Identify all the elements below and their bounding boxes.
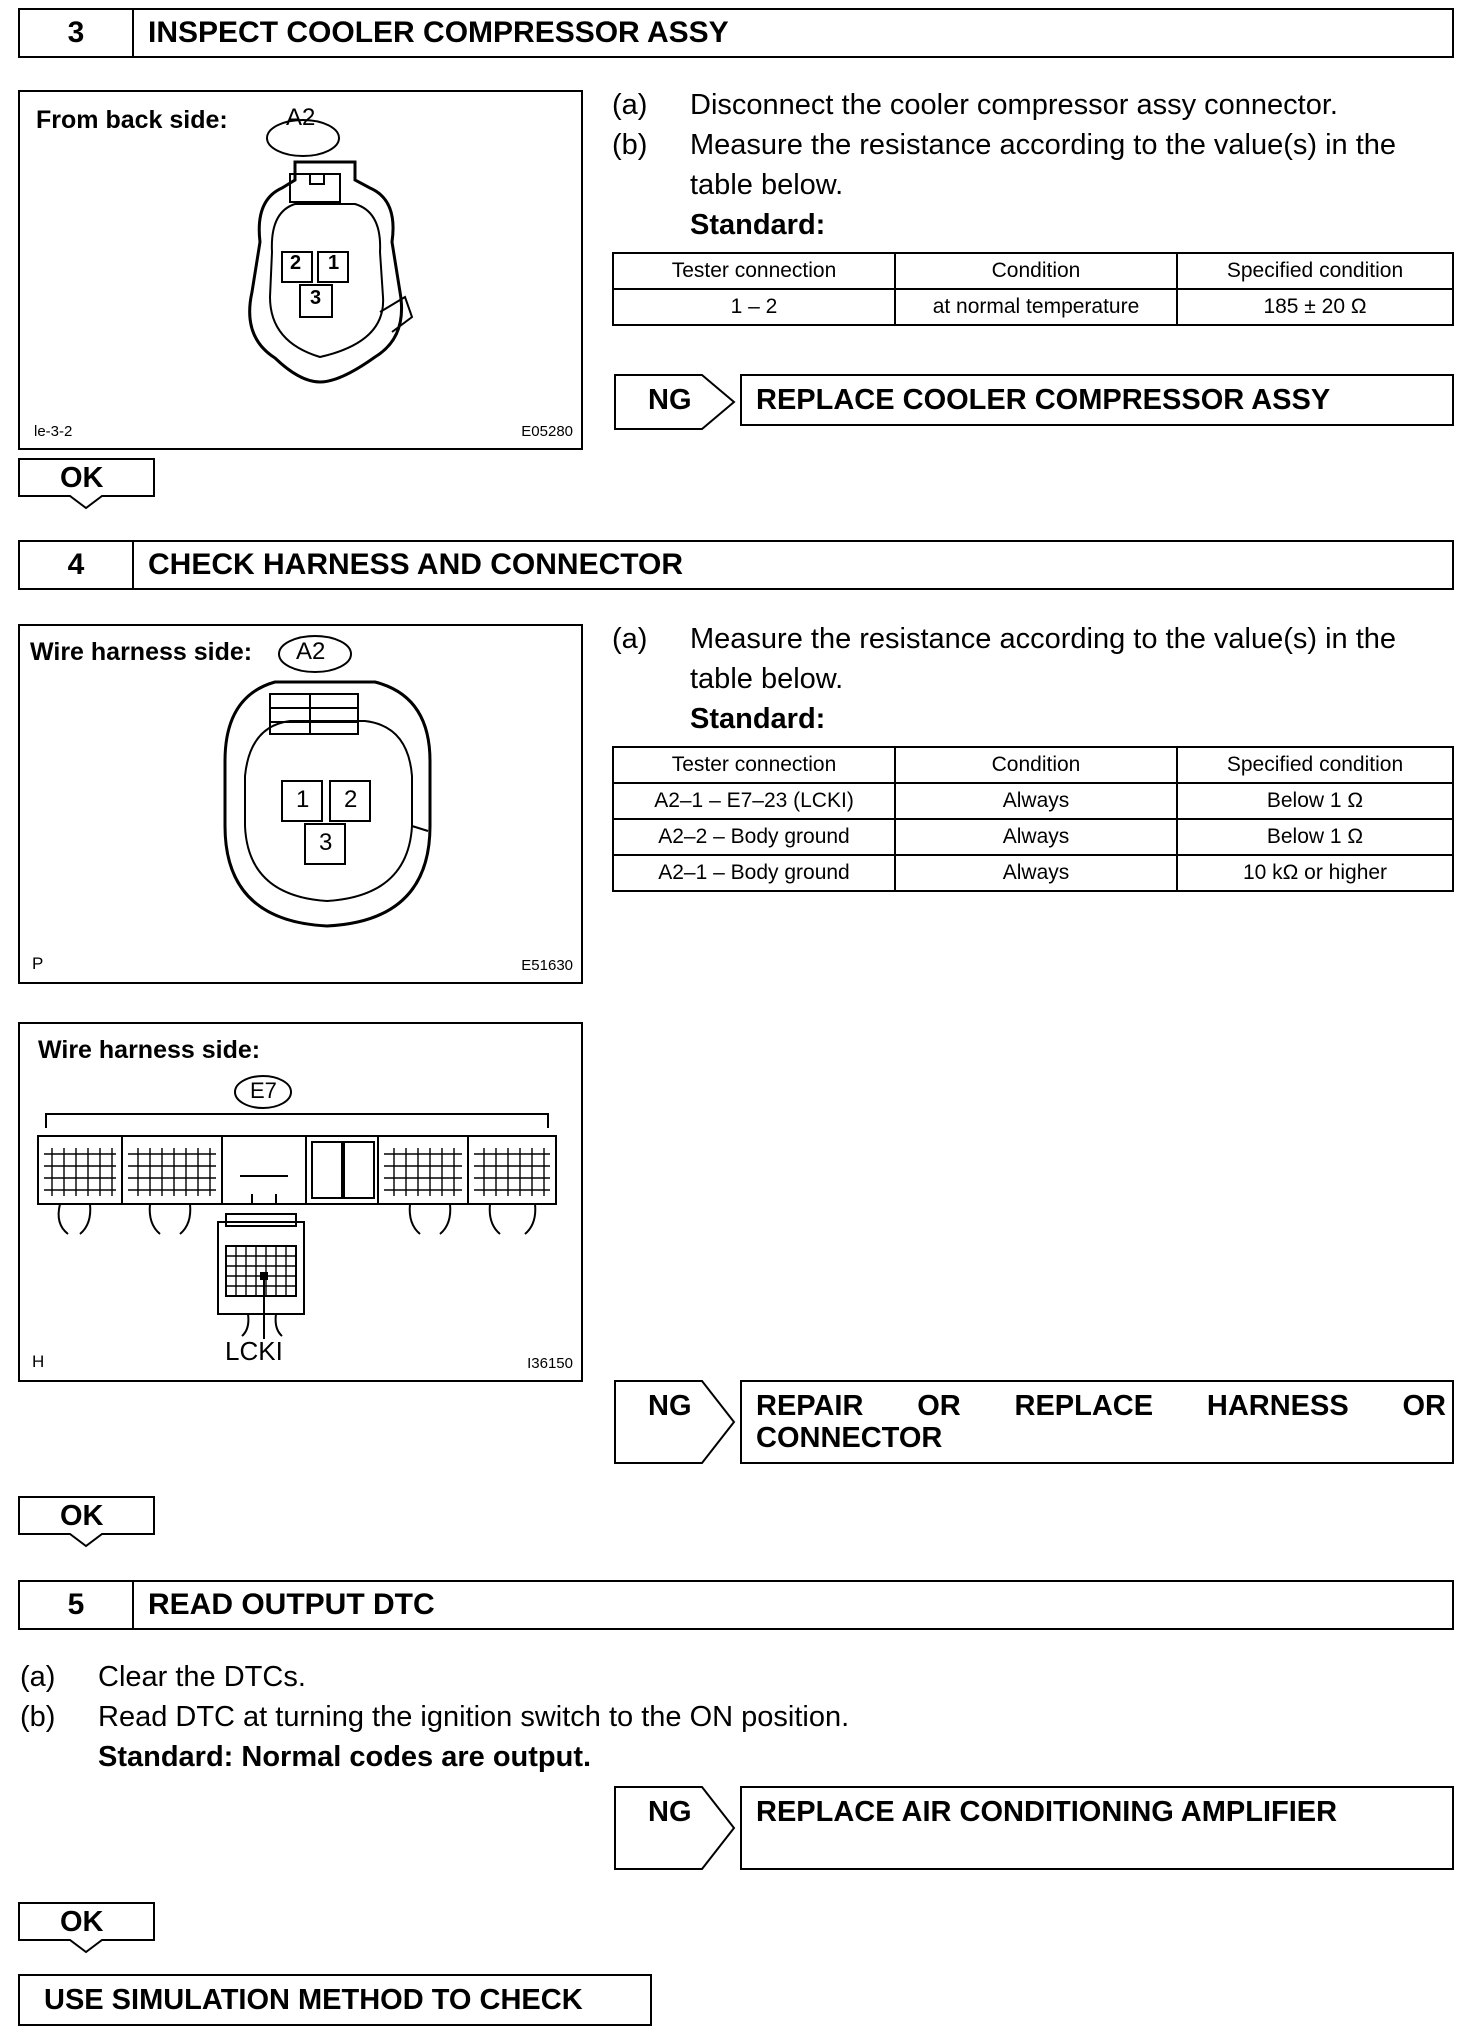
final-action-box: [18, 1974, 652, 2026]
ok-label: OK: [60, 462, 104, 494]
table-cell: Below 1 Ω: [1177, 783, 1453, 819]
figure-code: E05280: [521, 423, 573, 440]
table-header-row: [613, 253, 1453, 289]
pin-1: 1: [328, 252, 340, 274]
table-cell: Always: [895, 855, 1177, 891]
table-cell: at normal temperature: [895, 289, 1177, 325]
standard-label: Standard:: [690, 209, 826, 241]
table-row: [613, 855, 1453, 891]
pin-2: 2: [290, 252, 302, 274]
ng-action-box: [740, 374, 1454, 426]
figure-caption: From back side:: [36, 106, 228, 134]
pin-2: 2: [344, 786, 358, 813]
table-header-row: [613, 747, 1453, 783]
step-number: 4: [20, 542, 134, 588]
connector-label: A2: [286, 104, 316, 131]
header-cell: Condition: [895, 253, 1177, 289]
figure-a2-harness-side: [18, 624, 583, 984]
step-3b-text-2: table below.: [690, 169, 844, 201]
step-4a-text-1: Measure the resistance according to the value(s) in the: [690, 623, 1397, 655]
pin-3: 3: [319, 829, 333, 856]
figure-code-left: H: [32, 1352, 45, 1371]
table-cell: 10 kΩ or higher: [1177, 855, 1453, 891]
step-4-header: [18, 540, 1454, 590]
step-4a-text-2: table below.: [690, 663, 844, 695]
figure-code: E51630: [521, 957, 573, 974]
step-number: 3: [20, 10, 134, 56]
ng-action-text-1: REPAIR OR REPLACE HARNESS OR: [756, 1390, 1446, 1422]
ng-action-box: [740, 1786, 1454, 1870]
ng-label: NG: [648, 1390, 692, 1422]
table-cell: A2–1 – Body ground: [613, 855, 895, 891]
pin-3: 3: [310, 287, 322, 309]
connector-label: A2: [296, 638, 326, 665]
step-3a-label: (a): [612, 89, 648, 121]
ng-label: NG: [648, 384, 692, 416]
ng-action-text: REPLACE COOLER COMPRESSOR ASSY: [756, 384, 1331, 416]
step-title: INSPECT COOLER COMPRESSOR ASSY: [148, 16, 729, 49]
step-3b-label: (b): [612, 129, 648, 161]
table-cell: Always: [895, 819, 1177, 855]
connector-label: E7: [250, 1078, 277, 1103]
step-5b-text: Read DTC at turning the ignition switch to the ON position.: [98, 1701, 850, 1733]
step-3-header: [18, 8, 1454, 58]
step-5a-label: (a): [20, 1661, 56, 1693]
figure-code-left: P: [32, 954, 44, 973]
ng-action-box: [740, 1380, 1454, 1464]
figure-a2-back-side: [18, 90, 583, 450]
pin-1: 1: [296, 786, 310, 813]
header-cell: Condition: [895, 747, 1177, 783]
figure-caption: Wire harness side:: [38, 1036, 261, 1064]
table-cell: 185 ± 20 Ω: [1177, 289, 1453, 325]
header-cell: Tester connection: [613, 253, 895, 289]
wire-label: LCKI: [225, 1336, 283, 1366]
figure-e7-harness-side: [18, 1022, 583, 1382]
step-4a-label: (a): [612, 623, 648, 655]
header-cell: Tester connection: [613, 747, 895, 783]
ok-label: OK: [60, 1500, 104, 1532]
ok-label: OK: [60, 1906, 104, 1938]
table-row: [613, 783, 1453, 819]
table-row: [613, 819, 1453, 855]
step-title: READ OUTPUT DTC: [148, 1588, 435, 1621]
standard-label: Standard: Normal codes are output.: [98, 1741, 592, 1773]
step-5-header: [18, 1580, 1454, 1630]
standard-label: Standard:: [690, 703, 826, 735]
table-cell: Always: [895, 783, 1177, 819]
table-cell: A2–1 – E7–23 (LCKI): [613, 783, 895, 819]
table-cell: 1 – 2: [613, 289, 895, 325]
header-cell: Specified condition: [1177, 253, 1453, 289]
table-row: [613, 289, 1453, 325]
connector-e7-diagram: [20, 1024, 581, 1380]
step-number: 5: [20, 1582, 134, 1628]
figure-code-left: le-3-2: [34, 423, 73, 440]
spec-table-step-3: [612, 252, 1454, 326]
step-3a-text: Disconnect the cooler compressor assy connector.: [690, 89, 1338, 121]
step-5a-text: Clear the DTCs.: [98, 1661, 306, 1693]
spec-table-step-4: [612, 746, 1454, 892]
table-cell: A2–2 – Body ground: [613, 819, 895, 855]
figure-caption: Wire harness side:: [30, 638, 253, 666]
final-action-text: USE SIMULATION METHOD TO CHECK: [44, 1983, 583, 2016]
ng-action-text: REPLACE AIR CONDITIONING AMPLIFIER: [756, 1796, 1338, 1828]
figure-code: I36150: [527, 1355, 573, 1372]
table-cell: Below 1 Ω: [1177, 819, 1453, 855]
step-3b-text-1: Measure the resistance according to the value(s) in the: [690, 129, 1397, 161]
ng-action-text-2: CONNECTOR: [756, 1422, 943, 1454]
step-5b-label: (b): [20, 1701, 56, 1733]
step-title: CHECK HARNESS AND CONNECTOR: [148, 548, 684, 581]
ng-label: NG: [648, 1796, 692, 1828]
header-cell: Specified condition: [1177, 747, 1453, 783]
